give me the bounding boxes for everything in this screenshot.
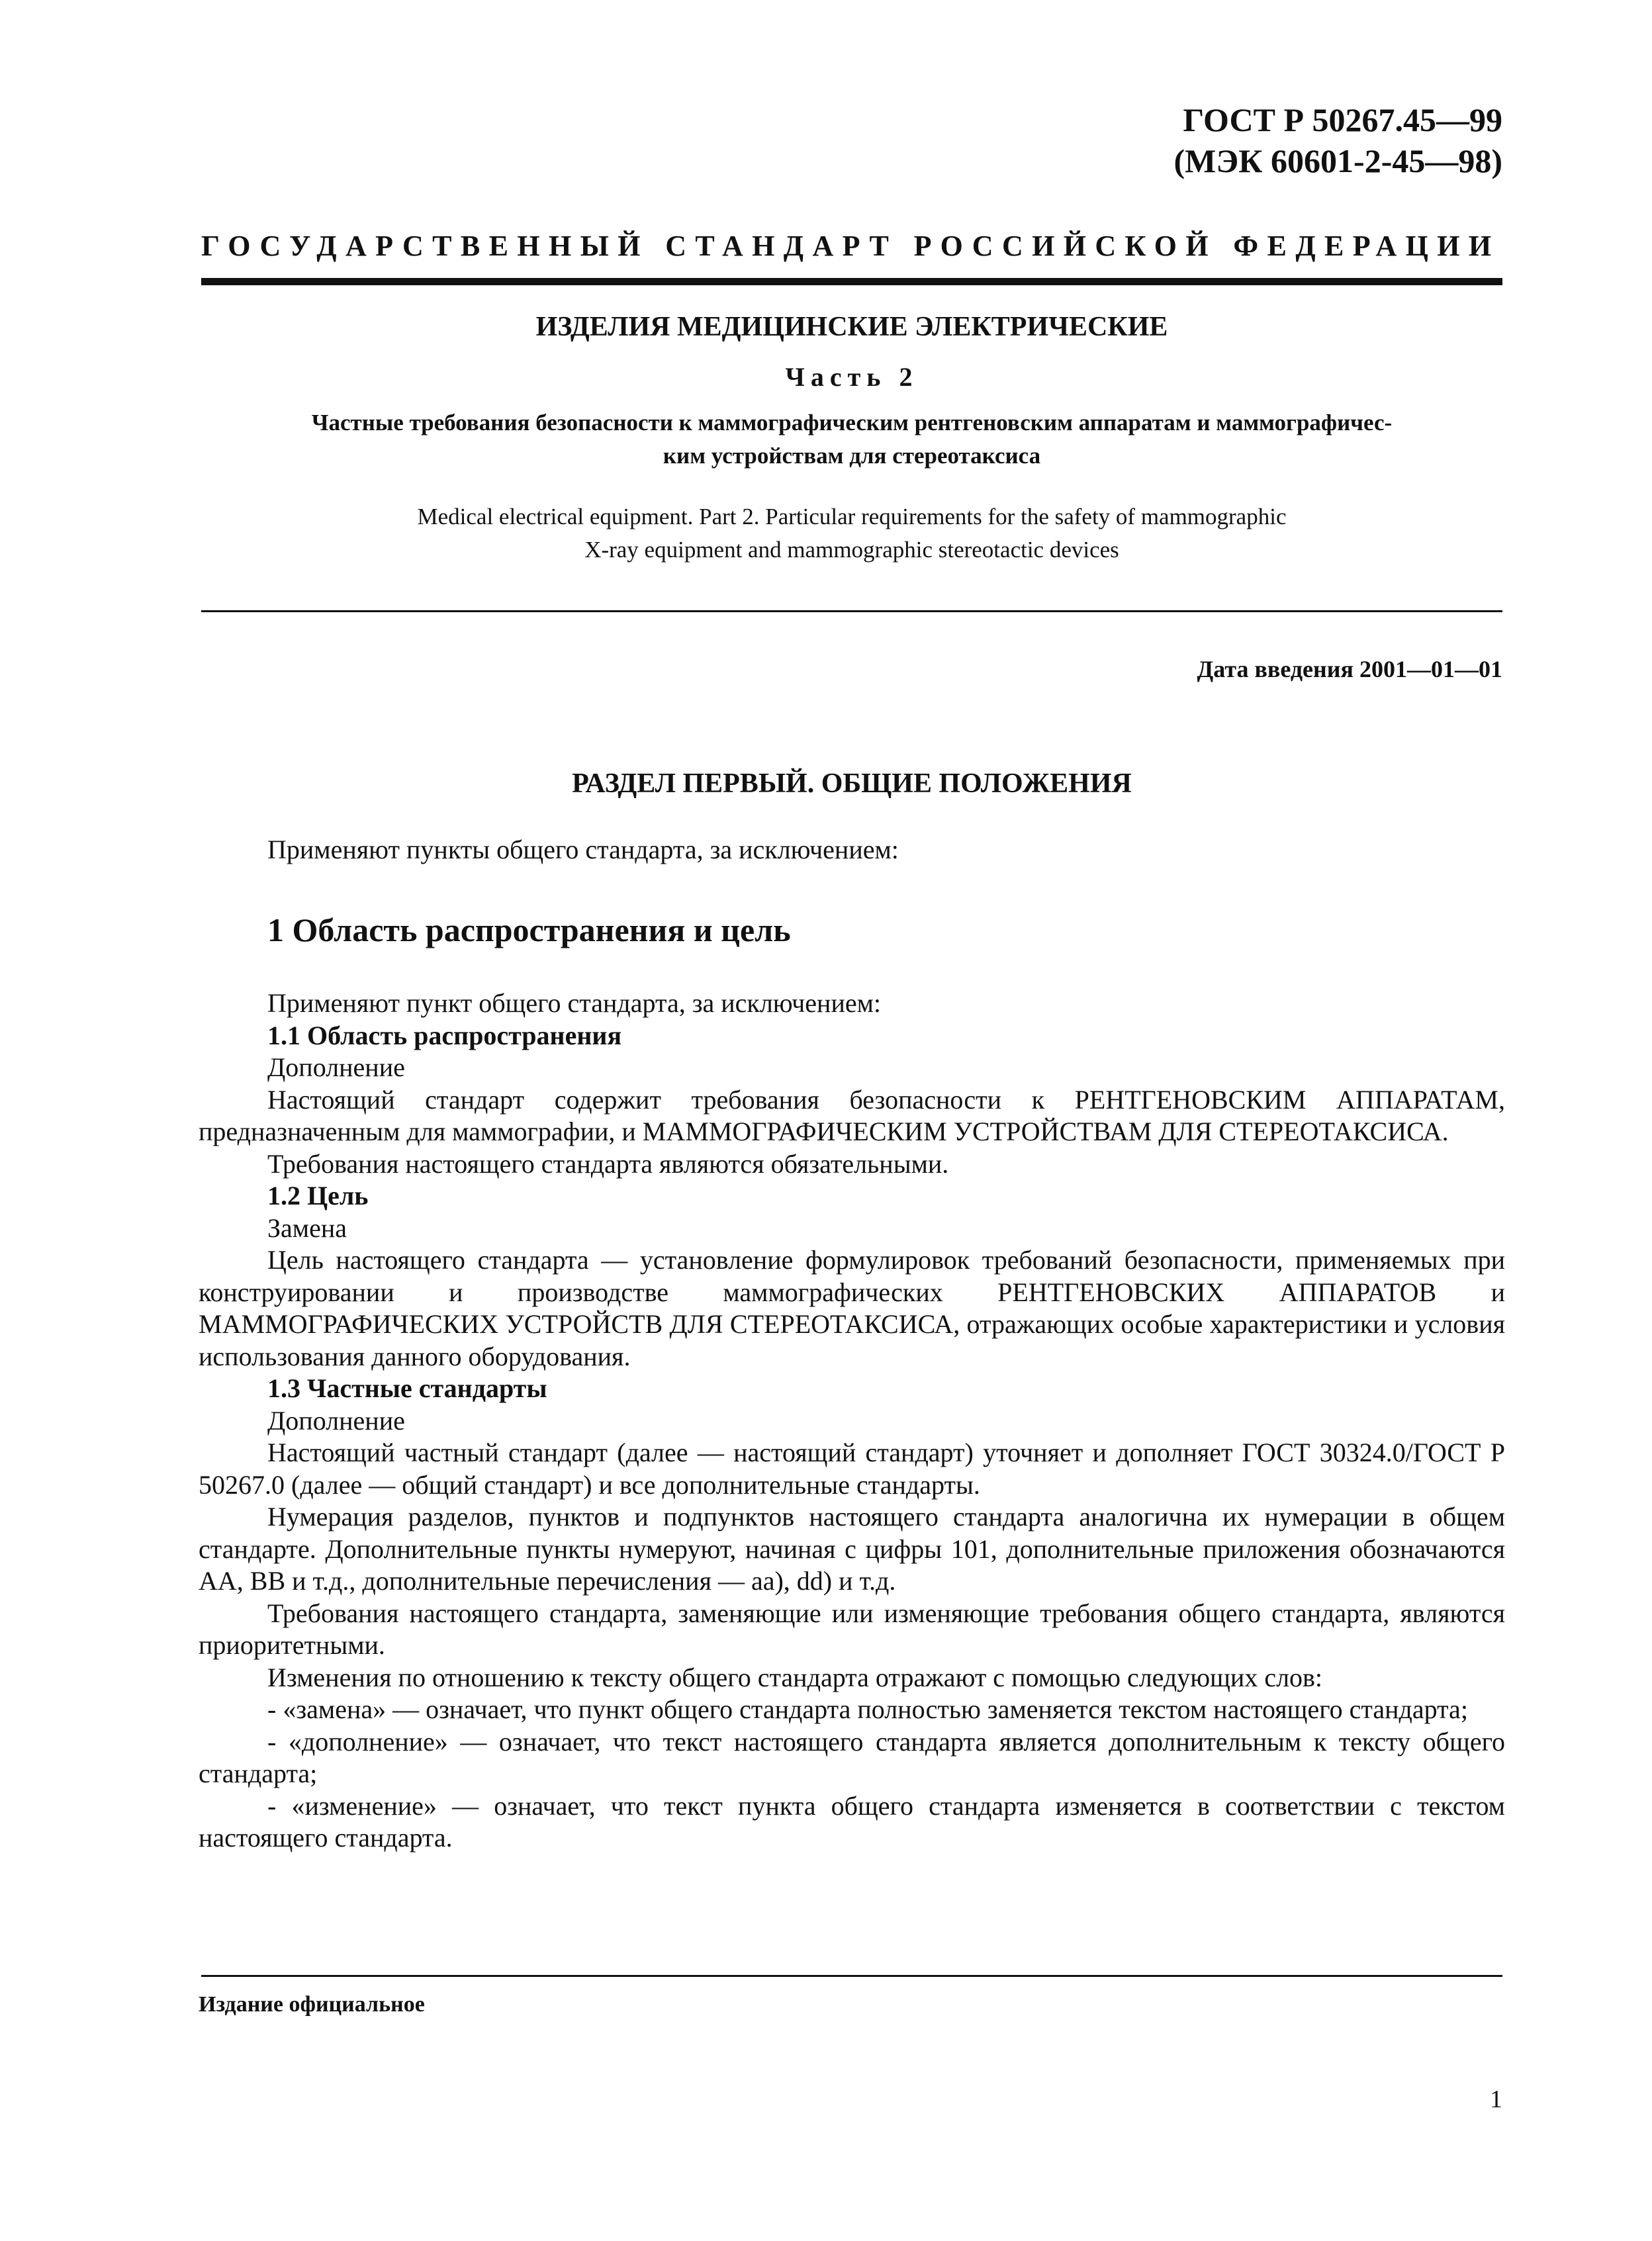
document-title: ИЗДЕЛИЯ МЕДИЦИНСКИЕ ЭЛЕКТРИЧЕСКИЕ [535, 312, 1168, 342]
paragraph: Дополнение [267, 1405, 405, 1436]
paragraph: Настоящий частный стандарт (далее — настоящий стандарт) уточняет и дополняет ГОСТ 30324.0/ГОСТ Р 50267.0 (далее — общий стандарт) и все дополнительные стандарты. [199, 1438, 1505, 1500]
subtitle-line: ким устройствам для стереотаксиса [663, 443, 1041, 469]
part-label: Часть 2 [785, 362, 919, 392]
section-intro: Применяют пункты общего стандарта, за исключением: [267, 835, 899, 864]
subclause-heading: 1.1 Область распространения [267, 1020, 622, 1050]
paragraph: Требования настоящего стандарта являются обязательными. [267, 1148, 949, 1179]
paragraph: Дополнение [267, 1052, 405, 1082]
document-subtitle [199, 406, 1505, 473]
edition-label: Издание официальное [199, 1992, 425, 2017]
english-title-line: X-ray equipment and mammographic stereotactic devices [584, 537, 1119, 563]
page-number: 1 [1490, 2085, 1502, 2113]
subclause-heading: 1.2 Цель [267, 1181, 369, 1211]
paragraph: Замена [267, 1212, 347, 1243]
paragraph: Применяют пункт общего стандарта, за исключением: [267, 988, 882, 1018]
paragraph: - «дополнение» — означает, что текст настоящего стандарта является дополнительным к тексту общего стандарта; [199, 1726, 1505, 1788]
english-title [199, 500, 1505, 567]
title-divider [201, 610, 1502, 612]
header-divider [201, 278, 1502, 285]
paragraph: Требования настоящего стандарта, заменяющие или изменяющие требования общего стандарта, являются приоритетными. [199, 1598, 1505, 1660]
gost-code: ГОСТ Р 50267.45—99 [1183, 101, 1502, 138]
paragraph: Настоящий стандарт содержит требования безопасности к РЕНТГЕНОВСКИМ АППАРАТАМ, предназначенным для маммографии, и МАММОГРАФИЧЕСКИМ УСТРОЙСТВАМ ДЛЯ СТЕРЕОТАКСИСА. [199, 1084, 1505, 1146]
paragraph: Изменения по отношению к тексту общего стандарта отражают с помощью следующих слов: [267, 1662, 1323, 1692]
clause-heading: 1 Область распространения и цель [267, 911, 791, 948]
paragraph: - «замена» — означает, что пункт общего стандарта полностью заменяется текстом настоящего стандарта; [267, 1694, 1468, 1724]
introduction-date: Дата введения 2001—01—01 [1197, 656, 1502, 682]
english-title-line: Medical electrical equipment. Part 2. Particular requirements for the safety of mammographic [417, 504, 1287, 529]
paragraph: Цель настоящего стандарта — установление формулировок требований безопасности, применяемых при конструировании и производстве маммографических РЕНТГЕНОВСКИХ АППАРАТОВ и МАММОГРАФИЧЕСКИХ УСТРОЙСТВ ДЛЯ СТЕРЕОТАКСИСА, отражающих особые характеристики и условия использования данного оборудования. [199, 1245, 1505, 1371]
document-body [199, 987, 1505, 1854]
iec-code: (МЭК 60601-2-45—98) [1173, 142, 1502, 179]
subtitle-line: Частные требования безопасности к маммографическим рентгеновским аппаратам и маммографичес- [311, 410, 1393, 435]
paragraph: - «изменение» — означает, что текст пункта общего стандарта изменяется в соответствии с текстом настоящего стандарта. [199, 1790, 1505, 1852]
document-code [1174, 99, 1502, 181]
paragraph: Нумерация разделов, пунктов и подпунктов настоящего стандарта аналогична их нумерации в общем стандарте. Дополнительные пункты нумеруют, начиная с цифры 101, дополнительные приложения обозначаются АА, ВВ и т.д., дополнительные перечисления — аа), dd) и т.д. [199, 1502, 1505, 1596]
section-title: РАЗДЕЛ ПЕРВЫЙ. ОБЩИЕ ПОЛОЖЕНИЯ [572, 768, 1132, 799]
footer-divider [201, 1975, 1502, 1977]
state-standard-title: ГОСУДАРСТВЕННЫЙ СТАНДАРТ РОССИЙСКОЙ ФЕДЕРАЦИИ [201, 230, 1500, 262]
subclause-heading: 1.3 Частные стандарты [267, 1373, 547, 1403]
